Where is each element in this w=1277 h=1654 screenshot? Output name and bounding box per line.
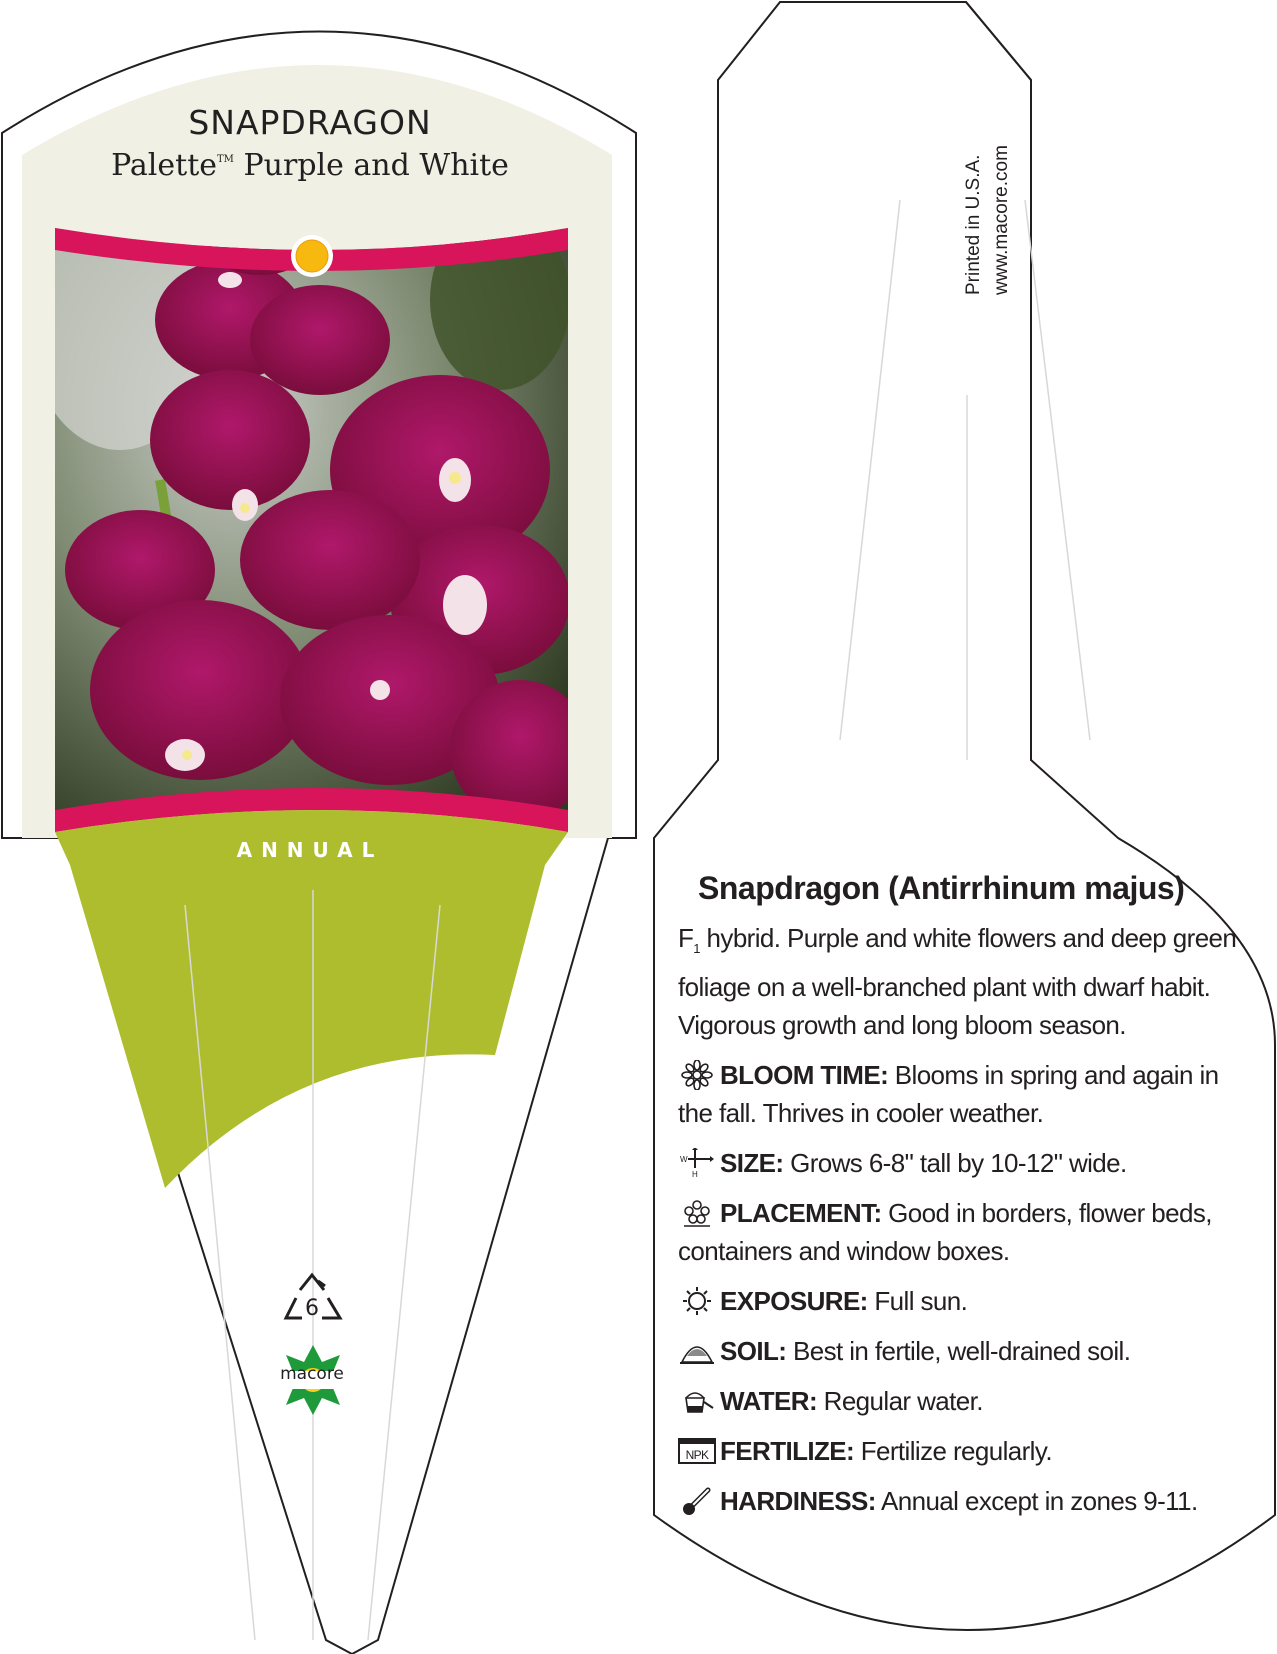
trademark-mark: TM [217, 154, 234, 165]
brand-name: macore [280, 1364, 344, 1384]
attr-size: W H SIZE: Grows 6-8" tall by 10-12" wide. [680, 1148, 1127, 1179]
npk-icon [678, 1436, 716, 1466]
svg-text:W: W [680, 1155, 687, 1165]
placement-icon [678, 1198, 716, 1228]
print-info [960, 145, 1016, 295]
flower-icon [678, 1060, 716, 1090]
printed-in: Printed in U.S.A. [963, 154, 984, 295]
care-info [678, 870, 1238, 1520]
thermometer-icon [678, 1486, 716, 1516]
watering-can-icon [678, 1386, 716, 1416]
website: www.macore.com [991, 145, 1012, 295]
recycle-code: 6 [305, 1296, 319, 1321]
svg-text:H: H [692, 1170, 698, 1179]
category-label: ANNUAL [236, 838, 384, 862]
flower-photo [30, 205, 590, 835]
plant-heading: Snapdragon (Antirrhinum majus) [698, 870, 1185, 906]
variety-prefix: Palette [111, 148, 218, 183]
attr-bloom-time: BLOOM TIME: Blooms in spring and again in the fall. Thrives in cooler weather. [678, 1060, 1219, 1129]
variety-suffix: Purple and White [233, 148, 509, 183]
attr-exposure: EXPOSURE: Full sun. [678, 1282, 1238, 1320]
soil-icon [678, 1336, 716, 1366]
common-name: SNAPDRAGON [188, 103, 432, 142]
attr-hardiness: HARDINESS: Annual except in zones 9-11. [678, 1482, 1238, 1520]
plant-description: $F_1$ hybrid. Purple and white flowers and deep green foliage on a well-branched plant with dwarf habit. Vigorous growth and long bloom season. [678, 923, 1237, 1041]
svg-text:NPK: NPK [685, 1448, 709, 1463]
attr-soil: SOIL: Best in fertile, well-drained soil. [678, 1332, 1238, 1370]
attr-water: WATER: Regular water. [678, 1382, 1238, 1420]
sun-icon [678, 1286, 716, 1316]
size-icon [678, 1148, 716, 1178]
attr-fertilize: NPK FERTILIZE: Fertilize regularly. [678, 1432, 1238, 1470]
variety-name [40, 148, 580, 183]
attr-placement: PLACEMENT: Good in borders, flower beds, containers and window boxes. [678, 1198, 1212, 1267]
